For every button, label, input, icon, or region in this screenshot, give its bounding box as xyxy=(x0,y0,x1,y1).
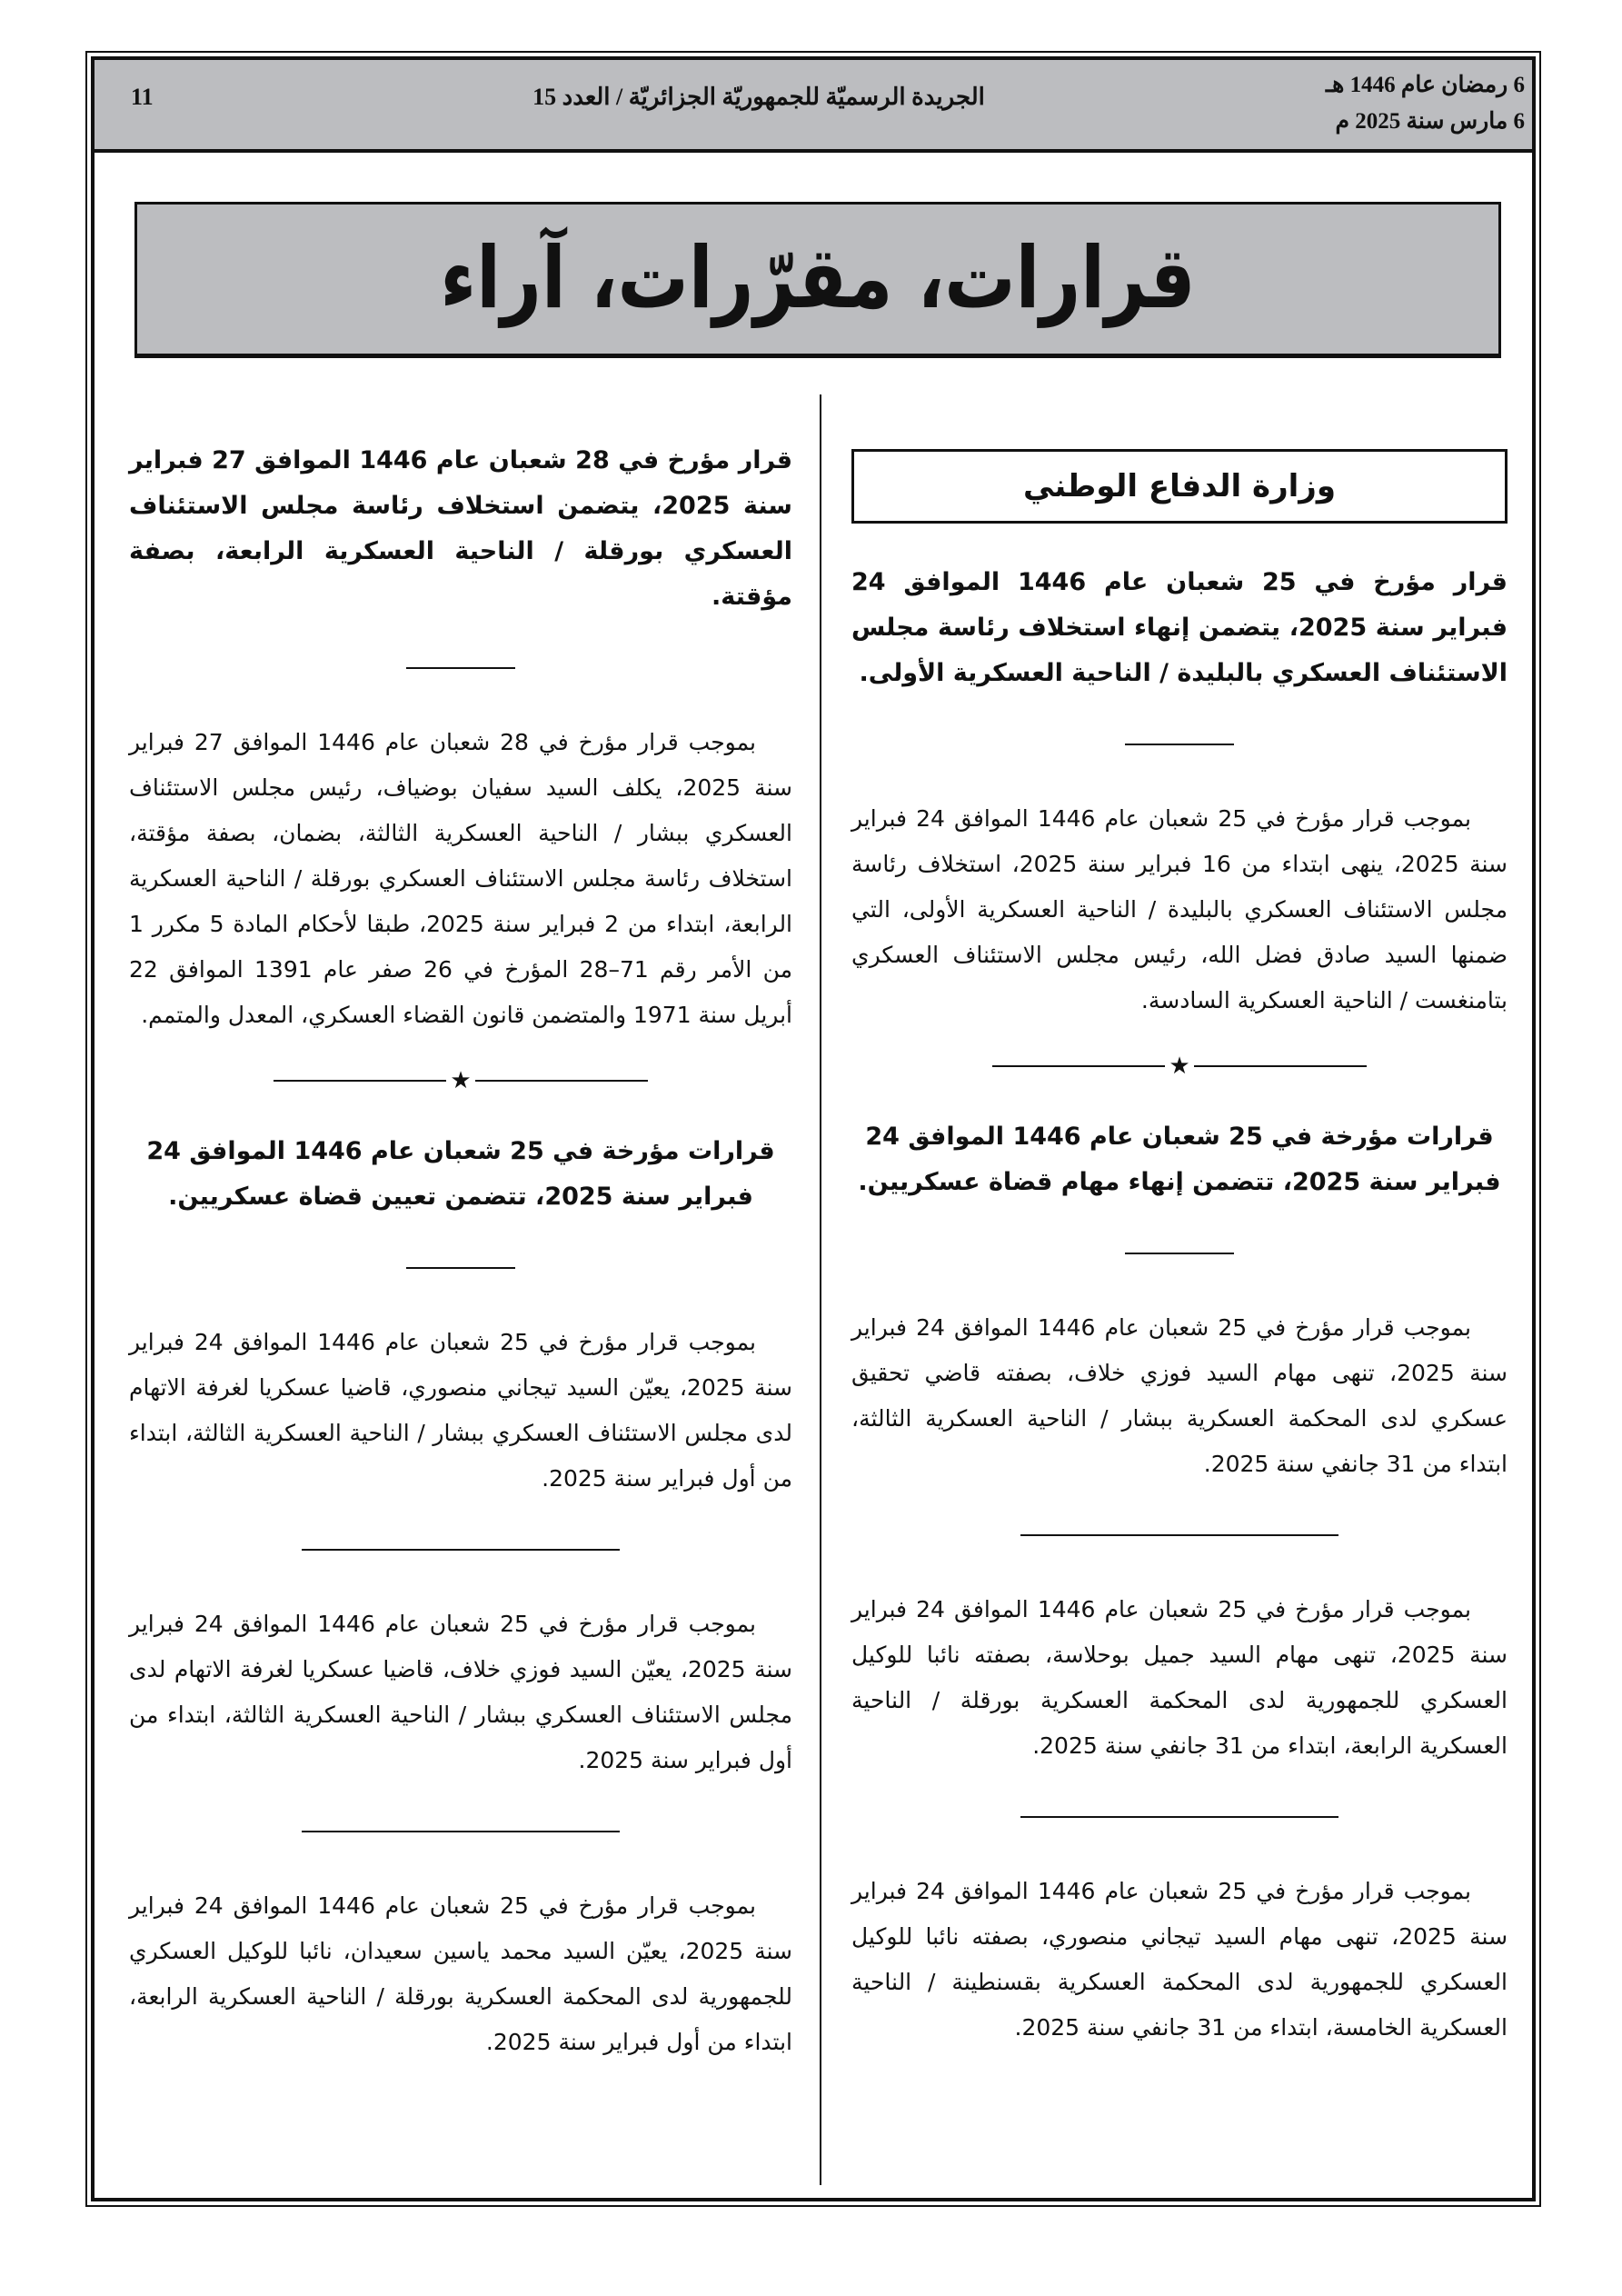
page-frame xyxy=(91,56,1536,2201)
decision-heading: قرار مؤرخ في 25 شعبان عام 1446 الموافق 24 فبراير سنة 2025، يتضمن إنهاء استخلاف رئاسة مجلس الاستئناف العسكري بالبليدة / الناحية العسكرية الأولى. xyxy=(851,568,1508,687)
divider-rule xyxy=(406,1267,515,1269)
divider-rule xyxy=(1125,744,1234,745)
divider-rule xyxy=(1125,1253,1234,1254)
divider-rule xyxy=(302,1831,620,1832)
divider-rule xyxy=(1020,1534,1338,1536)
divider-rule xyxy=(1020,1816,1338,1818)
gazette-title: الجريدة الرسميّة للجمهوريّة الجزائريّة / العدد 15 xyxy=(532,84,985,110)
date-gregorian: 6 مارس سنة 2025 م xyxy=(1335,109,1525,134)
divider-rule xyxy=(302,1549,620,1551)
decision-paragraph: بموجب قرار مؤرخ في 25 شعبان عام 1446 الموافق 24 فبراير سنة 2025، تنهى مهام السيد فوزي خلاف، بصفته قاضي تحقيق عسكري لدى المحكمة العسكرية ببشار / الناحية العسكرية الثالثة، ابتداء من 31 جانفي سنة 2025. xyxy=(851,1314,1508,1477)
decision-paragraph: بموجب قرار مؤرخ في 25 شعبان عام 1446 الموافق 24 فبراير سنة 2025، يعيّن السيد فوزي خلاف، قاضيا عسكريا لغرفة الاتهام لدى مجلس الاستئناف العسكري ببشار / الناحية العسكرية الثالثة، ابتداء من أول فبراير سنة 2025. xyxy=(129,1611,793,1773)
column-divider xyxy=(820,394,821,2185)
date-hijri: 6 رمضان عام 1446 هـ xyxy=(1325,73,1525,97)
star-icon: ★ xyxy=(450,1067,472,1094)
right-column xyxy=(851,394,1508,2051)
section-title-box xyxy=(134,202,1501,358)
decision-paragraph: بموجب قرار مؤرخ في 25 شعبان عام 1446 الموافق 24 فبراير سنة 2025، ينهى ابتداء من 16 فبراير سنة 2025، استخلاف رئاسة مجلس الاستئناف العسكري بالبليدة / الناحية العسكرية الأولى، التي ضمنها السيد صادق فضل الله، رئيس مجلس الاستئناف العسكري بتامنغست / الناحية العسكرية السادسة. xyxy=(851,805,1508,1013)
decision-paragraph: بموجب قرار مؤرخ في 25 شعبان عام 1446 الموافق 24 فبراير سنة 2025، تنهى مهام السيد تيجاني منصوري، بصفته نائبا للوكيل العسكري للجمهورية لدى المحكمة العسكرية بقسنطينة / الناحية العسكرية الخامسة، ابتداء من 31 جانفي سنة 2025. xyxy=(851,1878,1508,2041)
star-separator xyxy=(129,1069,792,1093)
left-column xyxy=(129,394,792,2065)
decision-heading: قرار مؤرخ في 28 شعبان عام 1446 الموافق 27 فبراير سنة 2025، يتضمن استخلاف رئاسة مجلس الاستئناف العسكري بورقلة / الناحية العسكرية الرابعة، بصفة مؤقتة. xyxy=(129,446,792,611)
decision-paragraph: بموجب قرار مؤرخ في 28 شعبان عام 1446 الموافق 27 فبراير سنة 2025، يكلف السيد سفيان بوضياف، رئيس مجلس الاستئناف العسكري ببشار / الناحية العسكرية الثالثة، بضمان، بصفة مؤقتة، استخلاف رئاسة مجلس الاستئناف العسكري بورقلة / الناحية العسكرية الرابعة، ابتداء من 2 فبراير سنة 2025، طبقا لأحكام المادة 5 مكرر 1 من الأمر رقم 71–28 المؤرخ في 26 صفر عام 1391 الموافق 22 أبريل سنة 1971 والمتضمن قانون القضاء العسكري، المعدل والمتمم. xyxy=(129,729,793,1028)
page-header xyxy=(95,60,1532,153)
section-title: قرارات، مقرّرات، آراء xyxy=(440,230,1196,328)
ministry-heading: وزارة الدفاع الوطني xyxy=(851,449,1508,524)
decision-heading: قرارات مؤرخة في 25 شعبان عام 1446 الموافق 24 فبراير سنة 2025، تتضمن إنهاء مهام قضاة عسكريين. xyxy=(858,1123,1501,1196)
decision-paragraph: بموجب قرار مؤرخ في 25 شعبان عام 1446 الموافق 24 فبراير سنة 2025، يعيّن السيد تيجاني منصوري، قاضيا عسكريا لغرفة الاتهام لدى مجلس الاستئناف العسكري ببشار / الناحية العسكرية الثالثة، ابتداء من أول فبراير سنة 2025. xyxy=(129,1329,792,1492)
divider-rule xyxy=(406,667,515,669)
decision-paragraph: بموجب قرار مؤرخ في 25 شعبان عام 1446 الموافق 24 فبراير سنة 2025، تنهى مهام السيد جميل بوحلاسة، بصفته نائبا للوكيل العسكري للجمهورية لدى المحكمة العسكرية بورقلة / الناحية العسكرية الرابعة، ابتداء من 31 جانفي سنة 2025. xyxy=(851,1596,1508,1759)
decision-heading: قرارات مؤرخة في 25 شعبان عام 1446 الموافق 24 فبراير سنة 2025، تتضمن تعيين قضاة عسكريين. xyxy=(146,1137,775,1211)
star-icon: ★ xyxy=(1169,1053,1190,1080)
decision-paragraph: بموجب قرار مؤرخ في 25 شعبان عام 1446 الموافق 24 فبراير سنة 2025، يعيّن السيد محمد ياسين سعيدان، نائبا للوكيل العسكري للجمهورية لدى المحكمة العسكرية بورقلة / الناحية العسكرية الرابعة، ابتداء من أول فبراير سنة 2025. xyxy=(129,1892,792,2055)
page-number: 11 xyxy=(131,84,154,110)
star-separator xyxy=(851,1054,1508,1078)
